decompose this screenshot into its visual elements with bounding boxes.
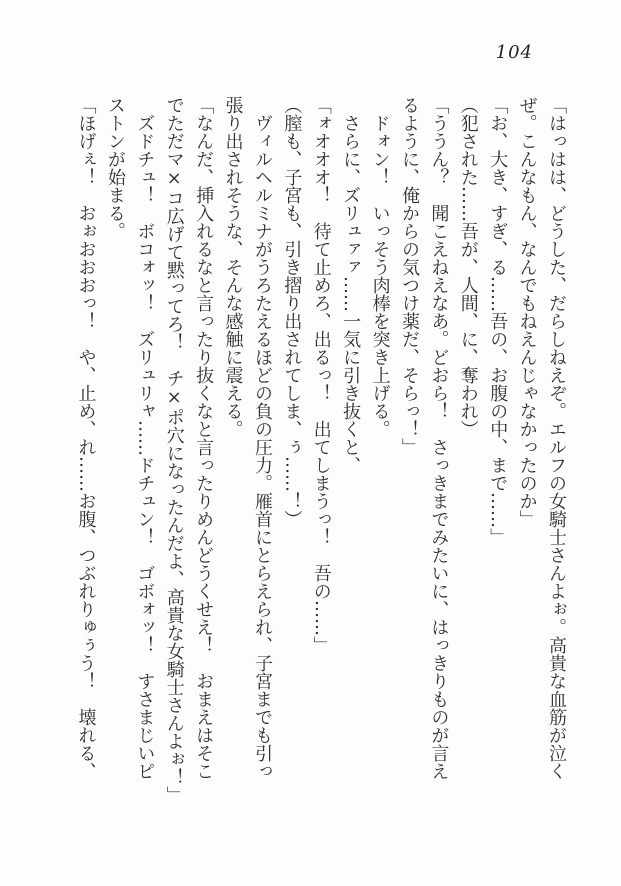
text-line: 「ォオオオ！ 待て止めろ、出るっ！ 出てしまうっ！ 吾の……」 (310, 96, 332, 654)
text-line: るように、俺からの気つけ薬だ、そらっ！」 (398, 96, 420, 456)
text-line: ドォン！ いっそう肉棒を突き上げる。 (369, 96, 391, 438)
text-line: 「はっはは、どうした、だらしねえぞ。エルフの女騎士さんよぉ。高貴な血筋が泣く (546, 96, 567, 780)
text-line: さらに、ズリュァァ……一気に引き抜くと、 (340, 96, 362, 474)
text-line: 「なんだ、挿入れるなと言ったり抜くなと言ったりめんどうくせえ！ おまえはそこ (193, 96, 215, 780)
text-line: ヴィルヘルミナがうろたえるほどの負の圧力。雁首にとらえられ、子宮までも引っ (251, 96, 273, 780)
text-line: 「ほげぇ！ おぉおおおっ！ や、止め、れ……お腹、つぶれりゅぅう！ 壊れる、 (75, 96, 97, 780)
text-line: ストンが始まる。 (104, 96, 126, 240)
text-line: ズドチュ！ ボコォッ！ ズリュリャ……ドチュン！ ゴボォッ！ すさまじいピ (134, 96, 156, 780)
text-line: 「お、大き、すぎ、る……吾の、お腹の中、まで……」 (487, 96, 509, 546)
text-line: 張り出されそうな、そんな感触に震える。 (222, 96, 244, 438)
novel-text-block (71, 96, 571, 808)
text-line: でただマ×コ広げて黙ってろ！ チ×ポ穴になったんだよ、高貴な女騎士さんよぉ！」 (163, 96, 185, 804)
text-line: ぜ。こんなもん、なんでもねえんじゃなかったのか」 (516, 96, 538, 528)
page-number: 104 (495, 42, 533, 63)
text-line: （犯された……吾が、人間、に、奪われ） (457, 96, 479, 438)
text-line: （膣も、子宮も、引き摺り出されてしま、ぅ……！） (281, 96, 303, 528)
text-line: 「ううん？ 聞こえねえなあ。どおら！ さっきまでみたいに、はっきりものが言え (428, 96, 450, 780)
